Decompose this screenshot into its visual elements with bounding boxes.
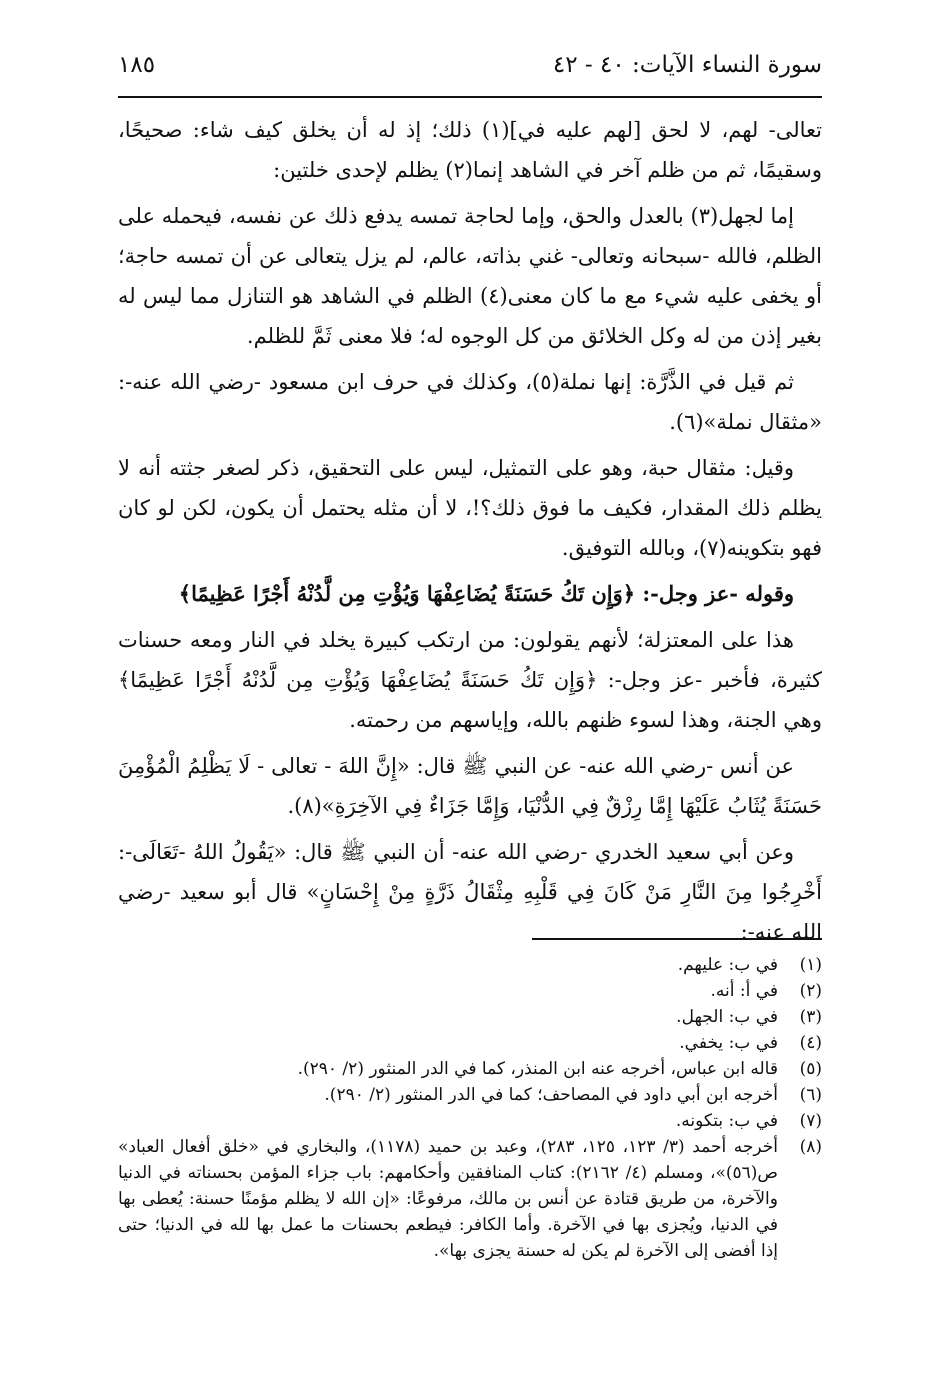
footnote-text: في ب: يخفي. [679, 1033, 778, 1053]
footnote-item [118, 1108, 822, 1134]
footnote-item [118, 1004, 822, 1030]
footnote-text: في ب: الجهل. [676, 1007, 778, 1027]
header-title: سورة النساء الآيات: ٤٠ - ٤٢ [552, 52, 822, 78]
footnote-number: (١) [799, 955, 822, 975]
footnote-number: (٣) [799, 1007, 822, 1027]
footnote-text: في أ: أنه. [710, 981, 778, 1001]
paragraph-8: وعن أبي سعيد الخدري -رضي الله عنه- أن النبي ﷺ قال: «يَقُولُ اللهُ -تَعَالَى-: أَخْرِجُوا مِنَ النَّارِ مَنْ كَانَ فِي قَلْبِهِ مِثْقَالُ ذَرَّةٍ مِنْ إِحْسَانٍ» قال أبو سعيد -رضي الله عنه-: [118, 840, 822, 944]
paragraph-2: إما لجهل(٣) بالعدل والحق، وإما لحاجة تمسه يدفع ذلك عن نفسه، فيحمله على الظلم، فالله -سبحانه وتعالى- غني بذاته، عالم، لم يزل يتعالى عن أن تمسه حاجة؛ أو يخفى عليه شيء مع ما كان معنى(٤) الظلم في الشاهد هو التنازل مما ليس له بغير إذن من له وكل الخلائق من كل الوجوه له؛ فلا معنى ثَمَّ للظلم. [118, 204, 822, 348]
footnote-item [118, 1030, 822, 1056]
footnote-separator [532, 938, 822, 940]
footnote-item [118, 952, 822, 978]
footnote-text: قاله ابن عباس، أخرجه عنه ابن المنذر، كما في الدر المنثور (٢/ ٢٩٠). [297, 1059, 778, 1079]
footnote-number: (٤) [799, 1033, 822, 1053]
footnotes [118, 952, 822, 1264]
footnote-text: في ب: عليهم. [677, 955, 778, 975]
paragraph-3: ثم قيل في الذَّرَّة: إنها نملة(٥)، وكذلك في حرف ابن مسعود -رضي الله عنه-: «مثقال نملة»(٦). [118, 370, 822, 434]
footnote-number: (٦) [799, 1085, 822, 1105]
page-number: ١٨٥ [118, 52, 156, 78]
paragraph-6: هذا على المعتزلة؛ لأنهم يقولون: من ارتكب كبيرة يخلد في النار ومعه حسنات كثيرة، فأخبر -عز وجل-: ﴿وَإِن تَكُ حَسَنَةً يُضَاعِفْهَا وَيُؤْتِ مِن لَّدُنْهُ أَجْرًا عَظِيمًا﴾ وهي الجنة، وهذا لسوء ظنهم بالله، وإياسهم من رحمته. [118, 628, 822, 732]
footnote-number: (٢) [799, 981, 822, 1001]
footnote-text: في ب: بتكونه. [675, 1111, 778, 1131]
footnote-text: أخرجه أحمد (٣/ ١٢٣، ١٢٥، ٢٨٣)، وعبد بن حميد (١١٧٨)، والبخاري في «خلق أفعال العباد» ص(٥٦)»، ومسلم (٤/ ٢١٦٢): كتاب المنافقين وأحكامهم: باب جزاء المؤمن بحسناته في الدنيا والآخرة، من طريق قتادة عن أنس بن مالك، مرفوعًا: «إن الله لا يظلم مؤمنًا حسنة: يُعطى بها في الدنيا، ويُجزى بها في الآخرة. وأما الكافر: فيطعم بحسنات ما عمل بها لله في الدنيا؛ حتى إذا أفضى إلى الآخرة لم يكن له حسنة يجزى بها». [118, 1137, 779, 1261]
footnote-number: (٨) [799, 1137, 822, 1157]
footnote-item [118, 978, 822, 1004]
paragraph-4: وقيل: مثقال حبة، وهو على التمثيل، ليس على التحقيق، ذكر لصغر جثته أنه لا يظلم ذلك المقدار، فكيف ما فوق ذلك؟!، لا أن مثله يحتمل أن يكون، لكن لو كان فهو بتكوينه(٧)، وبالله التوفيق. [118, 456, 822, 560]
footnote-text: أخرجه ابن أبي داود في المصاحف؛ كما في الدر المنثور (٢/ ٢٩٠). [324, 1085, 778, 1105]
header-rule [118, 96, 822, 98]
footnote-item [118, 1056, 822, 1082]
paragraph-7: عن أنس -رضي الله عنه- عن النبي ﷺ قال: «إِنَّ اللهَ - تعالى - لَا يَظْلِمُ الْمُؤْمِنَ حَسَنَةً يُثَابُ عَلَيْهَا إِمَّا رِزْقٌ فِي الدُّنْيَا، وَإِمَّا جَزَاءٌ فِي الآخِرَةِ»(٨). [118, 754, 822, 818]
footnote-number: (٥) [799, 1059, 822, 1079]
running-header [118, 52, 822, 78]
footnote-number: (٧) [799, 1111, 822, 1131]
footnote-item [118, 1082, 822, 1108]
footnote-item [118, 1134, 822, 1264]
paragraph-5: وقوله -عز وجل-: ﴿وَإِن تَكُ حَسَنَةً يُضَاعِفْهَا وَيُؤْتِ مِن لَّدُنْهُ أَجْرًا عَظِيمًا﴾ [178, 581, 794, 606]
main-text [118, 110, 822, 958]
paragraph-1: تعالى- لهم، لا لحق [لهم عليه في](١) ذلك؛ إذ له أن يخلق كيف شاء: صحيحًا، وسقيمًا، ثم من ظلم آخر في الشاهد إنما(٢) يظلم لإحدى خلتين: [118, 118, 822, 182]
